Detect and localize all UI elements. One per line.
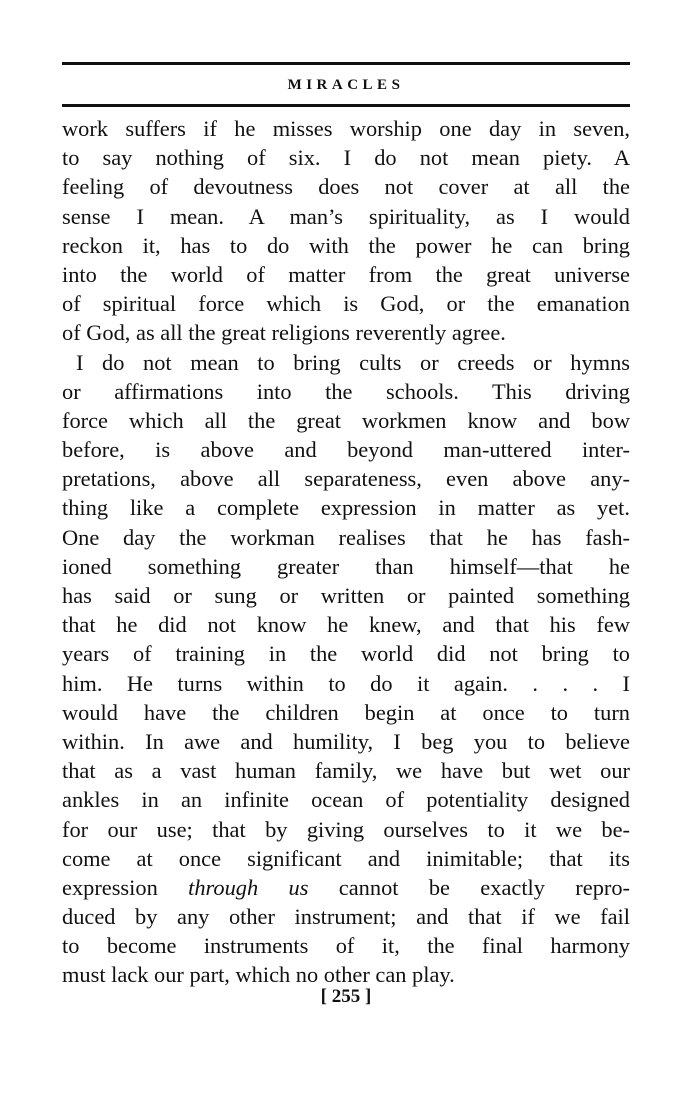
line-27-before: expression — [62, 874, 189, 900]
text-line: into the world of matter from the great universe — [62, 261, 630, 287]
text-line: to become instruments of it, the final harmony — [62, 933, 630, 959]
text-line: that he did not know he knew, and that his few — [62, 612, 630, 638]
page-number: [ 255 ] — [320, 986, 372, 1007]
text-line: ankles in an infinite ocean of potentiality designed — [62, 787, 630, 813]
text-line: to say nothing of six. I do not mean piety. A — [62, 145, 630, 171]
text-line: within. In awe and humility, I beg you to believe — [62, 728, 630, 754]
text-line: for our use; that by giving ourselves to it we be- — [62, 816, 630, 842]
text-line: him. He turns within to do it again. . . . I — [62, 670, 630, 696]
text-line: before, is above and beyond man-uttered inter- — [62, 437, 630, 463]
text-line: of spiritual force which is God, or the emanation — [62, 291, 630, 317]
text-line: pretations, above all separateness, even above any- — [62, 466, 630, 492]
text-line: sense I mean. A man’s spirituality, as I would — [62, 203, 630, 229]
header-rule-top — [62, 62, 630, 65]
text-line: must lack our part, which no other can play. — [62, 962, 455, 988]
text-line: or affirmations into the schools. This driving — [62, 378, 630, 404]
text-line: thing like a complete expression in matter as yet. — [62, 495, 630, 521]
text-line: of God, as all the great religions reverently agree. — [62, 320, 506, 346]
paragraph-start-line: I do not mean to bring cults or creeds or hymns — [76, 349, 630, 375]
text-line: One day the workman realises that he has fash- — [62, 524, 630, 550]
text-line: come at once significant and inimitable; that its — [62, 845, 630, 871]
text-line: feeling of devoutness does not cover at all the — [62, 174, 630, 200]
running-head: MIRACLES — [287, 77, 405, 93]
text-line: would have the children begin at once to turn — [62, 699, 630, 725]
italic-phrase: through us — [188, 874, 309, 900]
text-line: reckon it, has to do with the power he can bring — [62, 232, 630, 258]
header-rule-bottom — [62, 104, 630, 107]
text-line: has said or sung or written or painted something — [62, 583, 630, 608]
text-line: years of training in the world did not bring to — [62, 641, 630, 667]
text-line: force which all the great workmen know and bow — [62, 407, 630, 433]
text-line: that as a vast human family, we have but wet our — [62, 758, 630, 784]
text-line: duced by any other instrument; and that if we fail — [62, 904, 630, 930]
body-text — [62, 114, 630, 990]
text-line-with-italic — [62, 873, 630, 902]
text-line: ioned something greater than himself—that he — [62, 553, 630, 579]
text-line: work suffers if he misses worship one day in seven, — [62, 116, 630, 141]
line-27-after: cannot be exactly repro- — [308, 874, 630, 900]
